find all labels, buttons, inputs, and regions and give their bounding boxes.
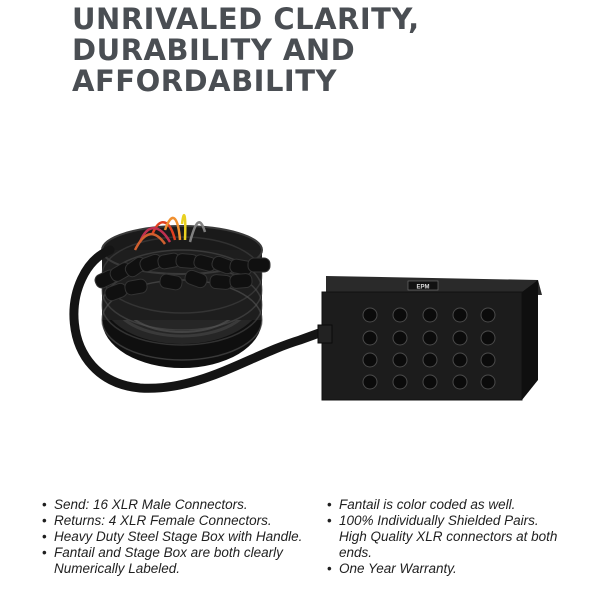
headline-line-3: AFFORDABILITY xyxy=(72,64,338,98)
stage-box xyxy=(318,276,542,400)
feature-list-right xyxy=(327,497,567,577)
feature-item: • Heavy Duty Steel Stage Box with Handle. xyxy=(42,529,332,545)
snake-cable-illustration xyxy=(0,180,600,420)
headline xyxy=(72,4,420,97)
headline-line-1: UNRIVALED CLARITY, xyxy=(72,2,420,36)
feature-item: • Send: 16 XLR Male Connectors. xyxy=(42,497,332,513)
feature-list-left xyxy=(42,497,332,577)
feature-item: • Fantail and Stage Box are both clearly Numerically Labeled. xyxy=(42,545,332,577)
stage-box-label: EPM xyxy=(416,284,430,291)
feature-item: • Returns: 4 XLR Female Connectors. xyxy=(42,513,332,529)
headline-line-2: DURABILITY AND xyxy=(72,33,356,67)
feature-item: • Fantail is color coded as well. xyxy=(327,497,567,513)
feature-item: • One Year Warranty. xyxy=(327,561,567,577)
product-image xyxy=(0,180,600,420)
cable-reel xyxy=(102,226,262,368)
feature-item: • 100% Individually Shielded Pairs. High Quality XLR connectors at both ends. xyxy=(327,513,567,561)
